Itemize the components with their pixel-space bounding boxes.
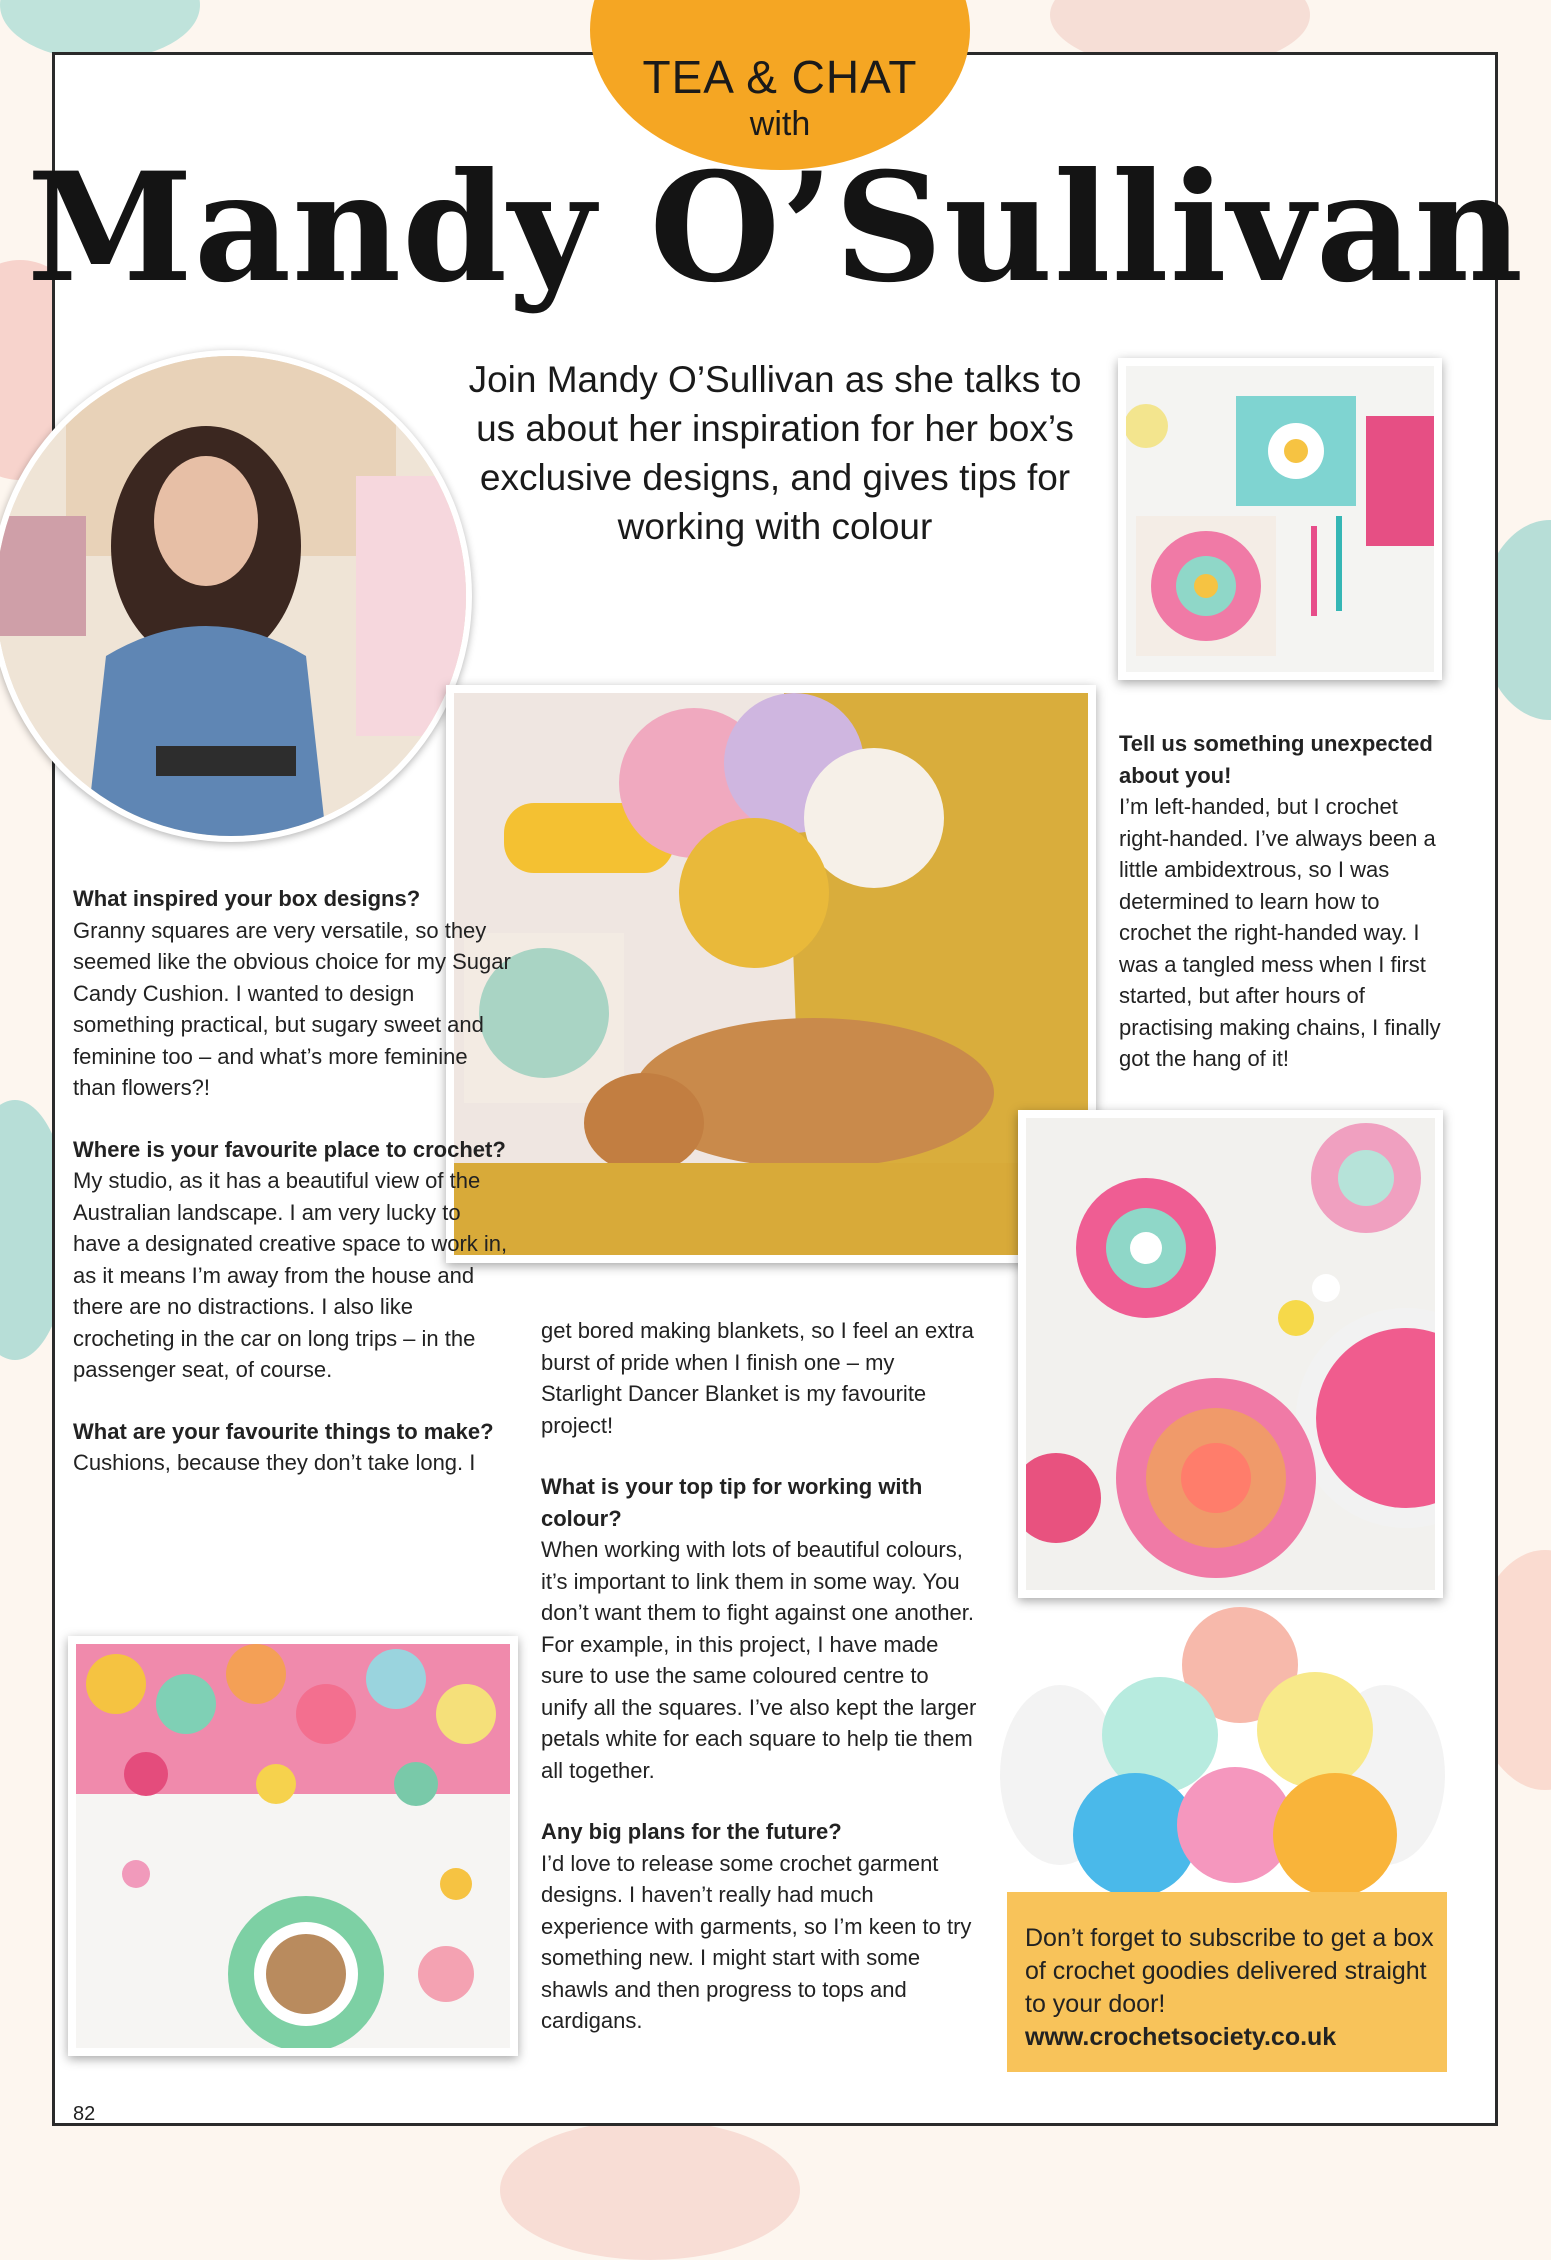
middle-column (541, 1315, 981, 2037)
question-heading: What is your top tip for working with colour? (541, 1474, 923, 1531)
dog-blanket-photo (446, 685, 1096, 1263)
right-column (1119, 728, 1449, 1105)
answer-text: When working with lots of beautiful colours, it’s important to link them in some way. You don’t want them to fight against one another. For example, in this project, I have made sure to use the same coloured centre to unify all the squares. I’ve also kept the larger petals white for each square to help tie them all together. (541, 1537, 977, 1783)
tea-flowers-photo (68, 1636, 518, 2056)
continued-text: get bored making blankets, so I feel an extra burst of pride when I finish one – my Starlight Dancer Blanket is my favourite project! (541, 1318, 974, 1438)
question-heading: Any big plans for the future? (541, 1819, 842, 1844)
answer-text: My studio, as it has a beautiful view of the Australian landscape. I am very lucky to have a designated creative space to work in, as it means I’m away from the house and there are no distractions. I also like crocheting in the car on long trips – in the passenger seat, of course. (73, 1168, 508, 1382)
page-title: Mandy O’Sullivan (26, 140, 1525, 316)
answer-text: I’m left-handed, but I crochet right-handed. I’ve always been a little ambidextrous, so I was determined to learn how to crochet the right-handed way. I was a tangled mess when I first started, but after hours of practising making chains, I finally got the hang of it! (1119, 794, 1441, 1071)
question-heading: What inspired your box designs? (73, 886, 421, 911)
answer-text: Cushions, because they don’t take long. I (73, 1450, 476, 1475)
intro-text: Join Mandy O’Sullivan as she talks to us about her inspiration for her box’s exclusive designs, and gives tips for working with colour (468, 359, 1082, 547)
background-flower (500, 2120, 800, 2260)
question-heading: Where is your favourite place to crochet? (73, 1136, 506, 1162)
question-heading: Tell us something unexpected about you! (1119, 731, 1433, 788)
left-column (73, 883, 513, 1479)
portrait-photo (0, 350, 472, 842)
question-heading: What are your favourite things to make? (73, 1418, 494, 1444)
promo-link[interactable]: www.crochetsociety.co.uk (1025, 2023, 1337, 2051)
badge-title: TEA & CHAT (642, 51, 918, 103)
granny-squares-photo (1118, 358, 1442, 680)
subscribe-promo-box (1007, 1892, 1447, 2072)
promo-text: Don’t forget to subscribe to get a box of crochet goodies delivered straight to your door! (1025, 1924, 1434, 2018)
page-number: 82 (73, 2103, 96, 2125)
badge-subtitle: with (749, 105, 811, 143)
background-flower (0, 0, 200, 60)
crochet-flowers-photo (1018, 1110, 1443, 1598)
yarn-balls-photo (995, 1605, 1455, 1895)
answer-text: I’d love to release some crochet garment designs. I haven’t really had much experience with garments, so I’m keen to try something new. I might start with some shawls and then progress to tops and cardigans. (541, 1850, 972, 2033)
answer-text: Granny squares are very versatile, so they seemed like the obvious choice for my Sugar Candy Cushion. I wanted to design something practical, but sugary sweet and feminine too – and what’s more feminine than flowers?! (73, 917, 511, 1100)
